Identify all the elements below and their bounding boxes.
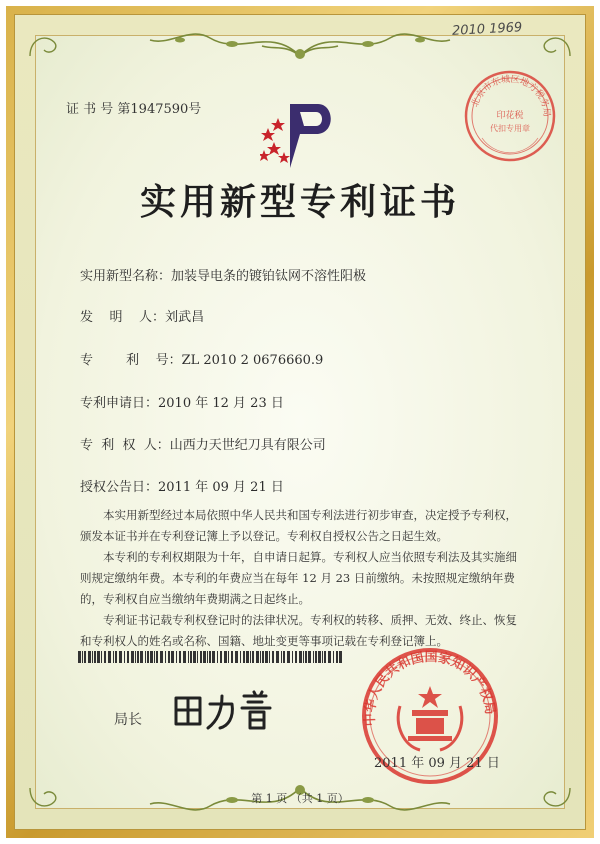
barcode-bar [209, 651, 211, 663]
barcode-bar [339, 651, 342, 663]
barcode-bar [303, 651, 304, 663]
barcode-bar [328, 651, 331, 663]
barcode-bar [272, 651, 274, 663]
field-label: 授权公告日： [80, 480, 159, 495]
barcode-bar [183, 651, 186, 663]
barcode-bar [88, 651, 91, 663]
barcode-bar [295, 651, 297, 663]
body-paragraph: 本实用新型经过本局依照中华人民共和国专利法进行初步审查，决定授予专利权，颁发本证书并在专利登记簿上予以登记。专利权自授权公告之日起生效。 [80, 508, 517, 543]
barcode-bar [231, 651, 233, 663]
barcode-bar [176, 651, 177, 663]
barcode-bar [200, 651, 202, 663]
barcode-bar [131, 651, 134, 663]
field-value: 2011 年 09 月 21 日 [158, 480, 284, 495]
barcode-bar [84, 651, 86, 663]
field-application-date [80, 392, 284, 411]
body-paragraph: 专利证书记载专利权登记时的法律状况。专利权的转移、质押、无效、终止、恢复和专利权人的姓名或名称、国籍、地址变更等事项记载在专利登记簿上。 [80, 613, 517, 648]
barcode-bar [287, 651, 290, 663]
barcode-bar [243, 651, 245, 663]
barcode-bar [156, 651, 158, 663]
barcode-bar [322, 651, 323, 663]
field-label: 专利申请日： [80, 396, 159, 411]
barcode-bar [207, 651, 208, 663]
barcode-bar [246, 651, 249, 663]
field-value: ZL 2010 2 0676660.9 [181, 353, 324, 368]
barcode-bar [315, 651, 317, 663]
barcode-bar [160, 651, 163, 663]
page-title: 实用新型专利证书 [139, 181, 460, 223]
svg-text:印花税: 印花税 [496, 111, 524, 121]
barcode-bar [78, 651, 81, 663]
field-value: 2010 年 12 月 23 日 [158, 396, 284, 411]
barcode-bar [224, 651, 227, 663]
svg-text:代扣专用章: 代扣专用章 [490, 124, 530, 133]
field-label: 发 明 人： [80, 310, 166, 325]
barcode-bar [308, 651, 311, 663]
field-label: 专 利 权 人： [80, 438, 170, 453]
barcode-bar [171, 651, 174, 663]
body-paragraph: 本专利的专利权期限为十年，自申请日起算。专利权人应当依照专利法及其实施细则规定缴纳年费。本专利的年费应当在每年 12 月 23 日前缴纳。未按照规定缴纳年费的，专利权自应当缴纳年费期满之日起终止。 [80, 550, 517, 606]
barcode-bar [104, 651, 106, 663]
barcode-bar [313, 651, 314, 663]
barcode-bar [212, 651, 215, 663]
barcode-bar [228, 651, 229, 663]
barcode-bar [150, 651, 153, 663]
barcode-bar [97, 651, 100, 663]
field-value: 加装导电条的镀铂钛网不溶性阳极 [171, 269, 367, 284]
barcode-bar [299, 651, 302, 663]
field-label: 专 利 号： [80, 353, 182, 368]
barcode-bar [276, 651, 279, 663]
page-footer: 第 1 页 （共 1 页） [251, 792, 349, 805]
barcode-bar [115, 651, 117, 663]
barcode-bar [256, 651, 259, 663]
barcode-bar [127, 651, 129, 663]
field-value: 山西力天世纪刀具有限公司 [169, 438, 326, 453]
barcode-bar [119, 651, 122, 663]
barcode-bar [252, 651, 254, 663]
barcode-bar [265, 651, 268, 663]
tax-seal-stamp [462, 68, 558, 164]
barcode-bar [262, 651, 264, 663]
svg-text:中华人民共和国国家知识产权局: 中华人民共和国国家知识产权局 [362, 650, 498, 727]
barcode-bar [147, 651, 149, 663]
director-label: 局长 [114, 712, 142, 728]
barcode-bar [305, 651, 307, 663]
barcode-bar [92, 651, 93, 663]
seal-date: 2011 年 09 月 21 日 [374, 756, 500, 771]
barcode-bar [240, 651, 241, 663]
barcode-bar [235, 651, 238, 663]
barcode-bar [179, 651, 181, 663]
patent-office-logo-icon [260, 98, 340, 172]
barcode-bar [283, 651, 285, 663]
barcode-bar [101, 651, 102, 663]
barcode-bar [220, 651, 222, 663]
barcode-bar [250, 651, 251, 663]
barcode-bar [324, 651, 326, 663]
barcode-bar [336, 651, 338, 663]
barcode-bar [188, 651, 189, 663]
field-patent-number [80, 349, 323, 368]
svg-text:北京市东城区地方税务局: 北京市东城区地方税务局 [470, 74, 552, 118]
barcode-bar [197, 651, 198, 663]
barcode-bar [113, 651, 114, 663]
barcode-bar [165, 651, 166, 663]
barcode-bar [190, 651, 192, 663]
barcode-bar [292, 651, 293, 663]
barcode-bar [260, 651, 261, 663]
barcode-bar [193, 651, 196, 663]
barcode-bar [269, 651, 270, 663]
barcode-bar [333, 651, 334, 663]
barcode-bar [82, 651, 83, 663]
barcode-bar [168, 651, 170, 663]
field-utility-model-name [80, 265, 366, 284]
barcode-bar [108, 651, 111, 663]
field-inventor [80, 306, 204, 325]
handwritten-annotation: 2010 1969 [451, 20, 523, 39]
field-value: 刘武昌 [165, 310, 205, 325]
field-patentee [80, 434, 326, 453]
barcode-bar [203, 651, 206, 663]
certificate-number: 证 书 号 第1947590号 [66, 102, 202, 117]
barcode-bar [135, 651, 136, 663]
field-label: 实用新型名称： [80, 269, 172, 284]
barcode [78, 651, 346, 663]
certificate-body [80, 505, 520, 652]
barcode-bar [217, 651, 218, 663]
director-signature [170, 688, 280, 732]
field-grant-date [80, 476, 284, 495]
barcode-bar [94, 651, 96, 663]
barcode-bar [140, 651, 143, 663]
barcode-bar [124, 651, 125, 663]
barcode-bar [318, 651, 321, 663]
barcode-bar [145, 651, 146, 663]
barcode-bar [154, 651, 155, 663]
barcode-bar [137, 651, 139, 663]
barcode-bar [281, 651, 282, 663]
